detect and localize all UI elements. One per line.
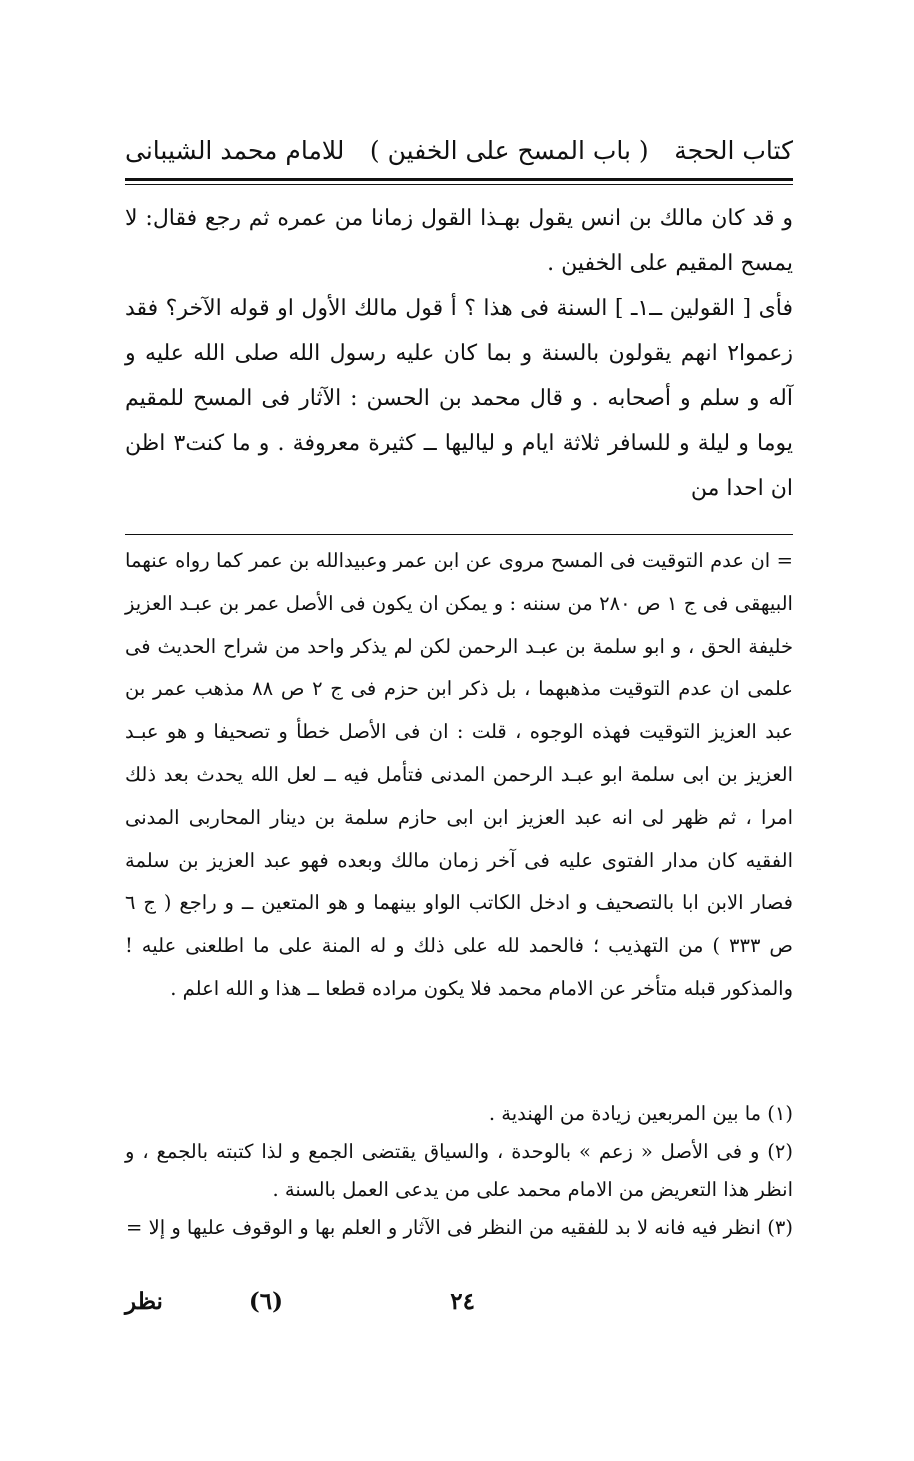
- footnotes: [125, 1095, 793, 1247]
- main-paragraph-2: فأى [ القولين ــ١ـ ] السنة فى هذا ؟ أ قول مالك الأول او قوله الآخر؟ فقد زعموا٢ انهم يقولون بالسنة و بما كان عليه رسول الله صلى الله عليه و آله و سلم و أصحابه . و قال محمد بن الحسن : الآثار فى المسح للمقيم يوما و ليلة و للسافر ثلاثة ايام و لياليها ــ كثيرة معروفة . و ما كنت٣ اظن ان احدا من: [125, 296, 794, 501]
- header-rule-thick: [125, 178, 793, 181]
- header-rule-thin: [125, 184, 793, 185]
- page-number: ٢٤: [450, 1288, 475, 1315]
- footnote-continuation: [125, 540, 793, 1011]
- footnote-1: (١) ما بين المربعين زيادة من الهندية .: [488, 1102, 793, 1125]
- running-header: [125, 128, 793, 172]
- header-author: للامام محمد الشيبانى: [125, 135, 345, 165]
- footnote-3: (٣) انظر فيه فانه لا بد للفقيه من النظر فى الآثار و العلم بها و الوقوف عليها و إلا =: [126, 1216, 793, 1239]
- signature-mark: (٦): [248, 1288, 283, 1315]
- footnote-separator: [125, 534, 793, 535]
- catchword: نظر: [125, 1288, 163, 1315]
- main-paragraph-1: و قد كان مالك بن انس يقول بهـذا القول زمانا من عمره ثم رجع فقال: لا يمسح المقيم على الخفين .: [125, 206, 793, 276]
- main-text: [125, 196, 793, 511]
- header-chapter-title: ( باب المسح على الخفين ): [369, 135, 649, 165]
- footnote-2: (٢) و فى الأصل « زعم » بالوحدة ، والسياق يقتضى الجمع و لذا كتبته بالجمع ، و انظر هذا التعريض من الامام محمد على من يدعى العمل بالسنة .: [125, 1140, 793, 1201]
- header-book-title: كتاب الحجة: [674, 135, 793, 165]
- footnote-continuation-text: = ان عدم التوقيت فى المسح مروى عن ابن عمر وعبيدالله بن عمر كما رواه عنهما البيهقى فى ج ١ ص ٢٨٠ من سننه : و يمكن ان يكون فى الأصل عمر بن عبـد العزيز خليفة الحق ، و ابو سلمة بن عبـد الرحمن لكن لم يذكر واحد من شراح الحديث فى علمى ان عدم التوقيت مذهبهما ، بل ذكر ابن حزم فى ج ٢ ص ٨٨ مذهب عمر بن عبد العزيز التوقيت فهذه الوجوه ، قلت : ان فى الأصل خطأ و تصحيفا و هو عبـد العزيز بن ابى سلمة ابو عبـد الرحمن المدنى فتأمل فيه ــ لعل الله يحدث بعد ذلك امرا ، ثم ظهر لى انه عبد العزيز ابن ابى حازم سلمة بن دينار المحاربى المدنى الفقيه كان مدار الفتوى عليه فى آخر زمان مالك وبعده فهو عبد العزيز بن سلمة فصار الابن ابا بالتصحيف و ادخل الكاتب الواو بينهما و هو المتعين ــ و راجع ( ج ٦ ص ٣٣٣ ) من التهذيب ؛ فالحمد لله على ذلك و له المنة على ما اطلعنى عليه ! والمذكور قبله متأخر عن الامام محمد فلا يكون مراده قطعا ــ هذا و الله اعلم .: [125, 549, 793, 1000]
- page-footer: [125, 1288, 793, 1328]
